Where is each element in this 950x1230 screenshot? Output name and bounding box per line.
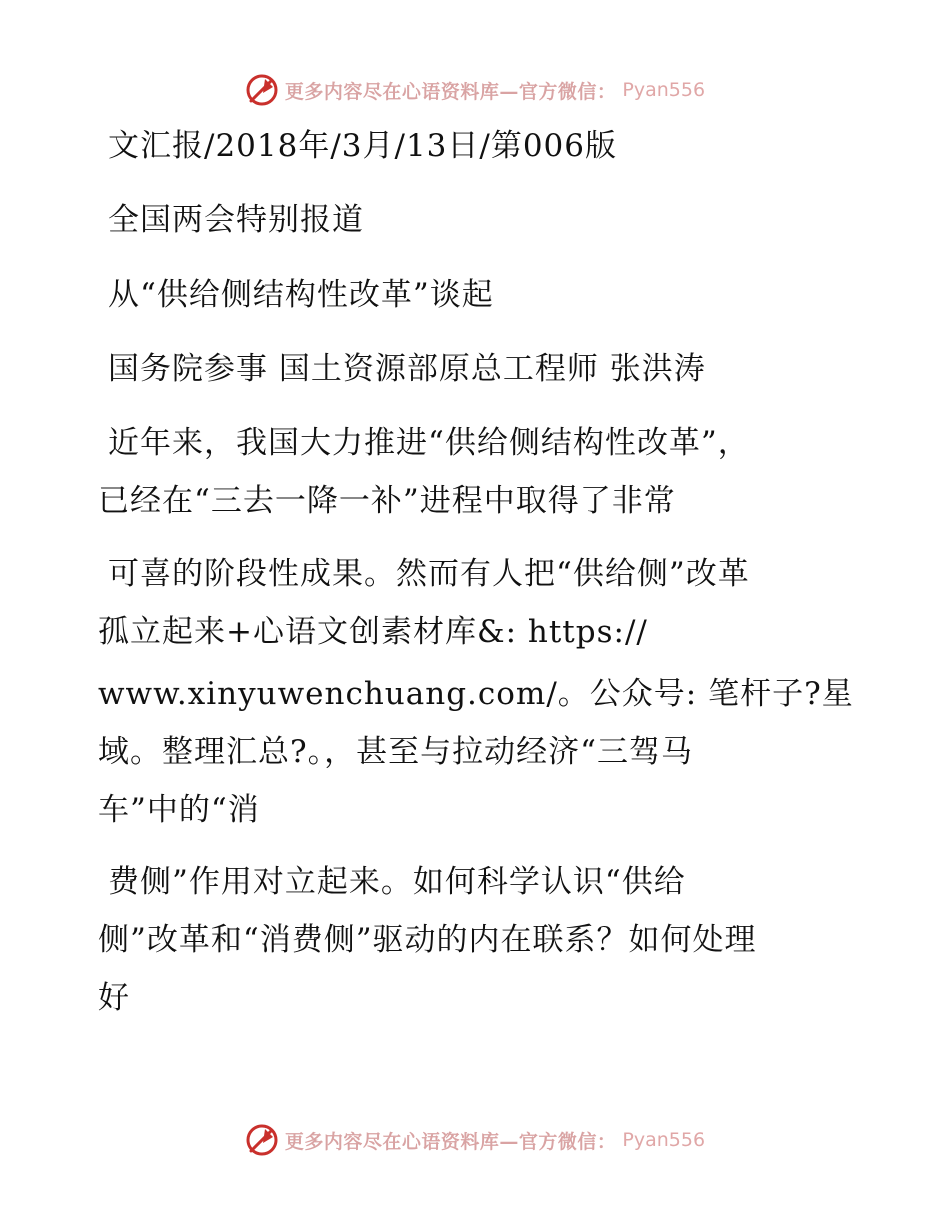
paragraph-line: 近年来，我国大力推进“供给侧结构性改革”， [108, 425, 750, 461]
paragraph-line: 域。整理汇总?。，甚至与拉动经济“三驾马 [98, 734, 693, 770]
source-line: 文汇报/2018年/3月/13日/第006版 [108, 128, 618, 164]
paragraph-line: 好 [98, 980, 130, 1016]
paragraph-line: 孤立起来+心语文创素材库&: https:// [98, 614, 648, 650]
paragraph-line: 可喜的阶段性成果。然而有人把“供给侧”改革 [108, 556, 750, 592]
watermark-wechat: Pyan556 [622, 79, 706, 101]
author-line: 国务院参事 国土资源部原总工程师 张洪涛 [108, 351, 706, 387]
paragraph-line: 侧”改革和“消费侧”驱动的内在联系？如何处理 [98, 922, 757, 958]
paragraph-line: www.xinyuwenchuang.com/。公众号: 笔杆子?星 [98, 676, 854, 712]
paragraph-line: 费侧”作用对立起来。如何科学认识“供给 [108, 864, 686, 900]
watermark-text: 更多内容尽在心语资料库—官方微信： [284, 1130, 617, 1153]
paragraph-line: 车”中的“消 [98, 792, 260, 828]
article-title: 从“供给侧结构性改革”谈起 [108, 277, 494, 313]
watermark-text: 更多内容尽在心语资料库—官方微信： [284, 80, 617, 103]
section-label: 全国两会特别报道 [108, 202, 364, 238]
paragraph-line: 已经在“三去一降一补”进程中取得了非常 [98, 483, 676, 519]
header-watermark [0, 70, 950, 110]
footer-watermark [0, 1120, 950, 1160]
logo-icon [245, 73, 279, 107]
watermark-wechat: Pyan556 [622, 1129, 706, 1151]
logo-icon [245, 1123, 279, 1157]
